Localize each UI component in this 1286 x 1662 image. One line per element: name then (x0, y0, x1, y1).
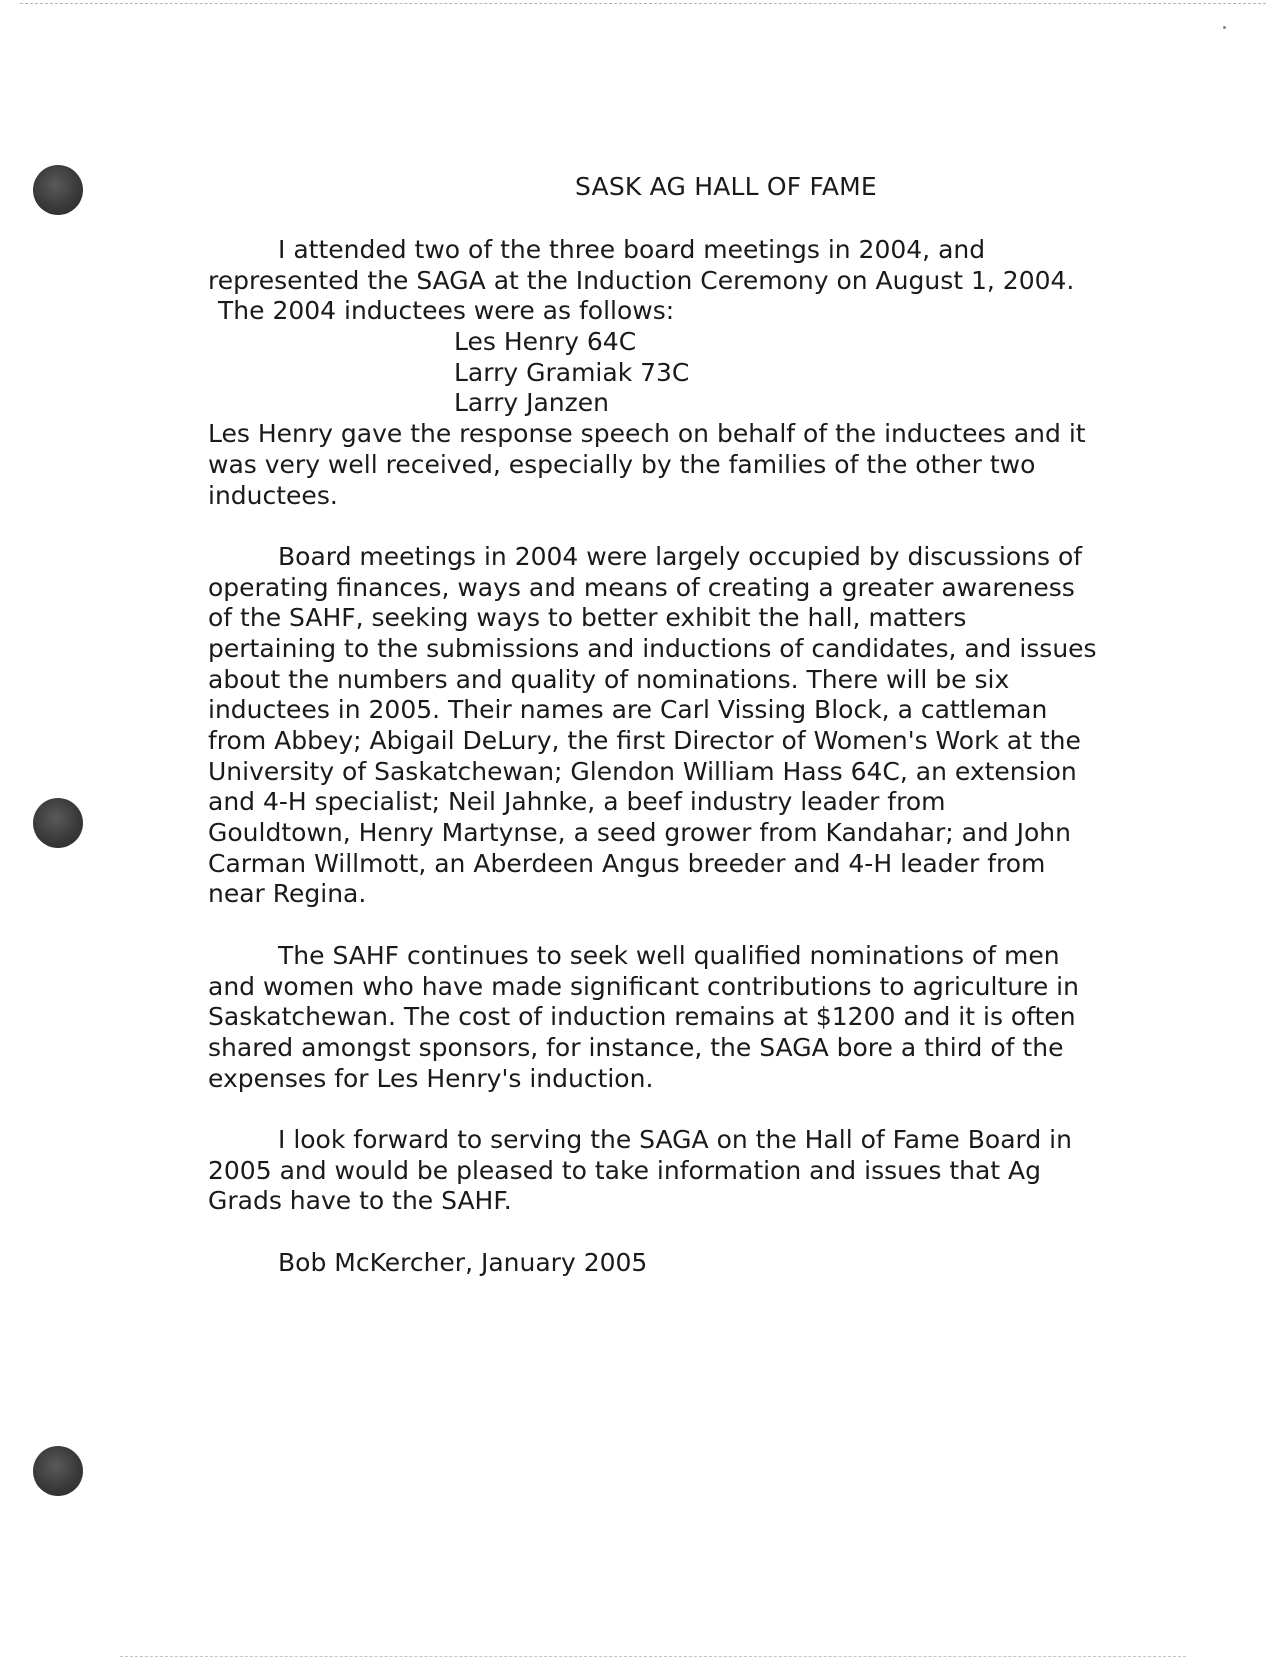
paragraph-2-line: inductees in 2005. Their names are Carl Vissing Block, a cattleman (208, 695, 1048, 725)
inductee-name: Larry Gramiak 73C (454, 357, 690, 387)
paragraph-2-line: Board meetings in 2004 were largely occupied by discussions of (278, 541, 1083, 571)
inductee-name: Les Henry 64C (454, 327, 637, 357)
paragraph-3-line: and women who have made significant contributions to agriculture in (208, 971, 1079, 1001)
paragraph-2-line: operating finances, ways and means of creating a greater awareness (208, 572, 1075, 602)
paragraph-1-line: represented the SAGA at the Induction Ceremony on August 1, 2004. (208, 265, 1075, 295)
document-body (208, 235, 1208, 1278)
signature-line: Bob McKercher, January 2005 (278, 1247, 648, 1277)
paragraph-2-line: Carman Willmott, an Aberdeen Angus breeder and 4-H leader from (208, 848, 1046, 878)
paragraph-4-line: 2005 and would be pleased to take information and issues that Ag (208, 1155, 1042, 1185)
paragraph-2-line: from Abbey; Abigail DeLury, the first Director of Women's Work at the (208, 726, 1081, 755)
paragraph-3-line: The SAHF continues to seek well qualified nominations of men (278, 940, 1060, 970)
paragraph-3-line: shared amongst sponsors, for instance, the SAGA bore a third of the (208, 1032, 1064, 1062)
binder-hole-top (33, 165, 83, 215)
paragraph-2-line: University of Saskatchewan; Glendon William Hass 64C, an extension (208, 756, 1077, 786)
paragraph-4-line: Grads have to the SAHF. (208, 1186, 512, 1216)
scan-speck (1223, 26, 1226, 29)
binder-hole-bottom (33, 1446, 83, 1496)
paragraph-2-line: pertaining to the submissions and inductions of candidates, and issues (208, 633, 1097, 663)
binder-hole-middle (33, 798, 83, 848)
page-bottom-edge (120, 1656, 1186, 1658)
document-title: SASK AG HALL OF FAME (575, 172, 877, 201)
paragraph-1b-line: inductees. (208, 480, 338, 510)
paragraph-1-line: The 2004 inductees were as follows: (218, 296, 675, 326)
paragraph-1b-line: was very well received, especially by the families of the other two (208, 449, 1036, 479)
paragraph-2-line: near Regina. (208, 879, 367, 909)
paragraph-spacer (208, 511, 1208, 542)
paragraph-2-line: Gouldtown, Henry Martynse, a seed grower from Kandahar; and John (208, 818, 1071, 848)
paragraph-2-line: of the SAHF, seeking ways to better exhibit the hall, matters (208, 603, 967, 633)
inductee-name: Larry Janzen (454, 388, 609, 418)
page-top-edge (20, 3, 1266, 5)
paragraph-spacer (208, 910, 1208, 941)
paragraph-spacer (208, 1217, 1208, 1248)
paragraph-1b-line: Les Henry gave the response speech on behalf of the inductees and it (208, 419, 1086, 449)
paragraph-1-line: I attended two of the three board meetings in 2004, and (278, 235, 986, 264)
paragraph-3-line: Saskatchewan. The cost of induction remains at $1200 and it is often (208, 1002, 1076, 1032)
paragraph-2-line: and 4-H specialist; Neil Jahnke, a beef industry leader from (208, 787, 946, 817)
paragraph-3-line: expenses for Les Henry's induction. (208, 1063, 654, 1093)
paragraph-4-line: I look forward to serving the SAGA on the Hall of Fame Board in (278, 1124, 1072, 1154)
paragraph-spacer (208, 1094, 1208, 1125)
paragraph-2-line: about the numbers and quality of nominations. There will be six (208, 664, 1010, 694)
